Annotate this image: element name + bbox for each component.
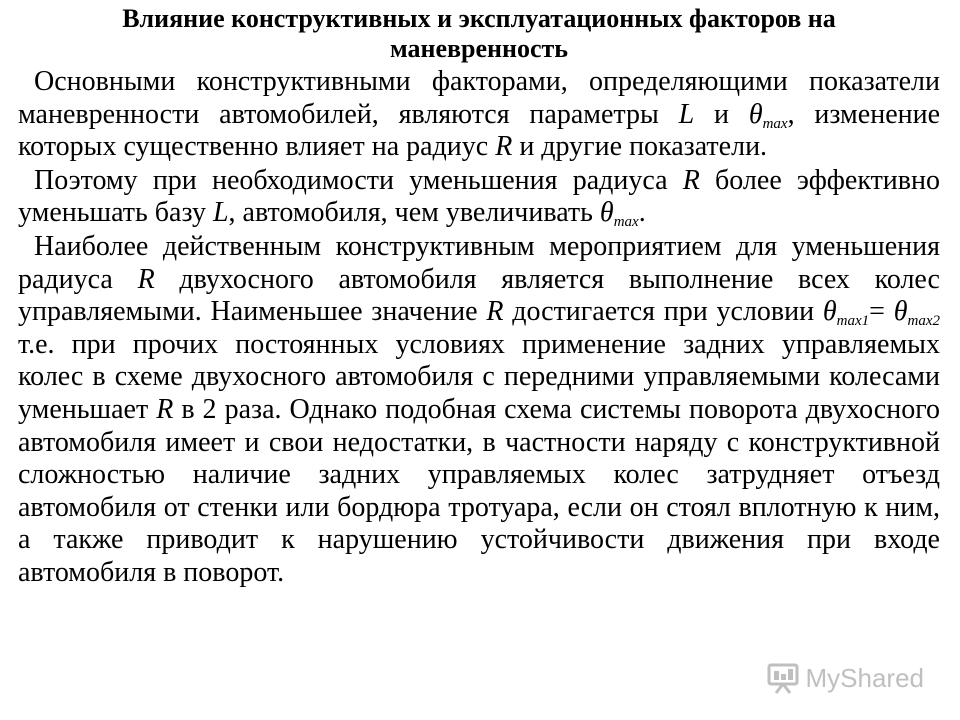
title-line-1: Влияние конструктивных и эксплуатационных факторов на [122, 4, 836, 33]
symbol-theta: θ [893, 296, 908, 328]
p3-text-b: двухосного автомобиля является выполнение всех колес управляемыми. Наименьшее значение [18, 263, 940, 328]
p1-text-d: и другие показатели. [512, 131, 768, 163]
symbol-theta: θ [822, 296, 837, 328]
p3-text-a: Наиболее действенным конструктивным мероприятием для уменьшения радиуса [18, 230, 940, 295]
subscript-max2: max2 [907, 313, 941, 330]
p2-text-b: более эффективно уменьшать базу [18, 164, 940, 229]
subscript-max: max [762, 115, 788, 132]
title-line-2: маневренность [389, 34, 569, 63]
p1-text-a: Основными конструктивными факторами, определяющими показатели маневренности автомобилей, являются параметры [18, 66, 940, 130]
slide-content [18, 4, 940, 590]
subscript-max1: max1 [836, 313, 870, 330]
symbol-L: L [678, 98, 695, 130]
symbol-R: R [137, 263, 155, 295]
watermark-text: MyShared [805, 662, 924, 693]
subscript-max: max [613, 214, 639, 231]
symbol-R: R [156, 393, 174, 425]
p2-text-c: , автомобиля, чем увеличивать [228, 197, 600, 229]
symbol-theta: θ [599, 197, 614, 229]
symbol-theta: θ [748, 98, 763, 130]
p3-text-e: в 2 раза. Однако подобная схема системы поворота двухосного автомобиля имеет и свои недостатки, в частности наряду с конструктивной сложностью наличие задних управляемых колес затрудняет отъезд автомобиля от стенки или бордюра тротуара, если он стоял вплотную к ним, а также приводит к нарушению устойчивости движения при входе автомобиля в поворот. [18, 393, 940, 588]
myshared-watermark [766, 662, 925, 694]
symbol-L: L [212, 197, 229, 229]
paragraph-2 [18, 165, 940, 230]
symbol-R: R [682, 164, 700, 196]
p3-text-c: достигается при условии [503, 296, 823, 328]
presentation-board-icon [766, 662, 800, 694]
equals-sign: = [869, 296, 894, 328]
symbol-R: R [495, 131, 513, 163]
p1-text-b: и [694, 98, 749, 130]
paragraph-3 [18, 231, 940, 590]
symbol-R: R [486, 296, 504, 328]
p2-text-d: . [638, 197, 646, 229]
paragraph-1 [18, 66, 940, 164]
p2-text-a: Поэтому при необходимости уменьшения радиуса [34, 164, 683, 196]
p3-text-d: т.е. при прочих постоянных условиях применение задних управляемых колес в схеме двухосного автомобиля с передними управляемыми колесами уменьшает [18, 328, 940, 425]
p1-text-c: , изменение которых существенно влияет на радиус [18, 98, 941, 163]
slide-title [18, 4, 940, 64]
